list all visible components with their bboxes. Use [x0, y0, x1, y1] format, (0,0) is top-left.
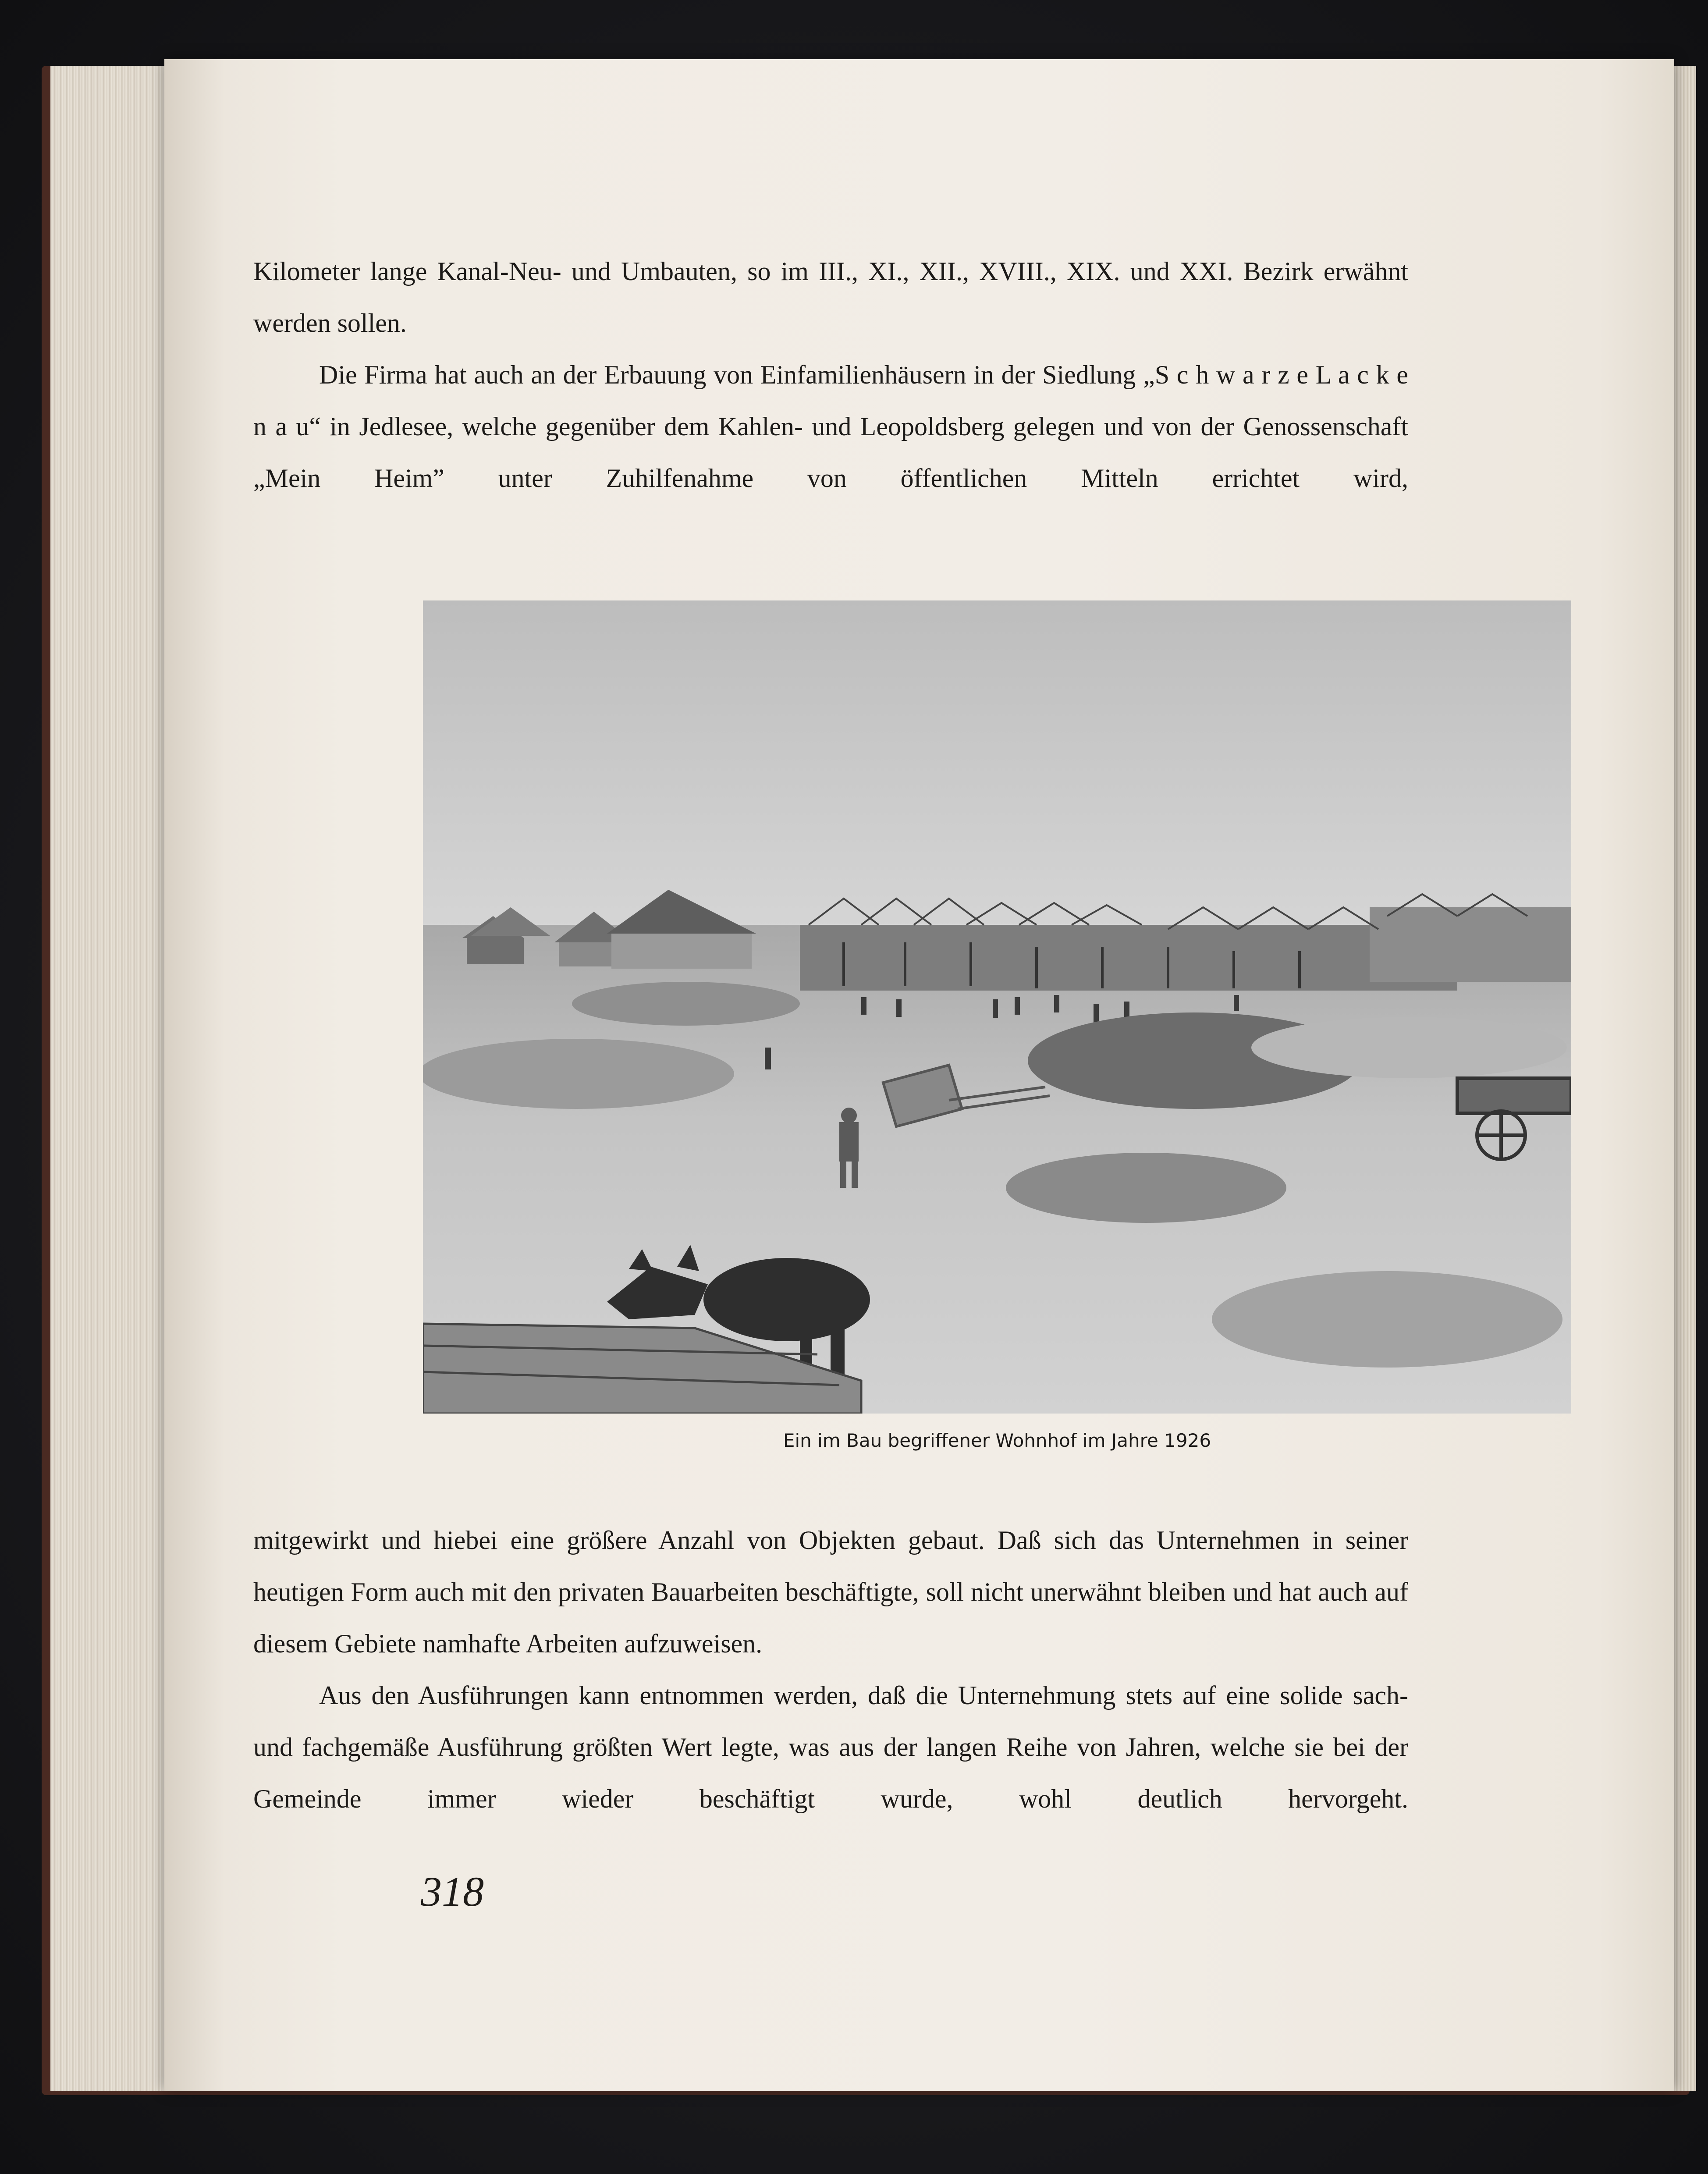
wet-patch	[1006, 1153, 1286, 1223]
puddle	[1212, 1271, 1562, 1368]
paragraph: Kilometer lange Kanal-Neu- und Umbauten, so im III., XI., XII., XVIII., XIX. und XXI. Bezirk erwähnt werden sollen.	[253, 257, 1408, 337]
sky	[423, 600, 1571, 942]
page-number: 318	[421, 1868, 484, 1915]
paragraph: Aus den Ausführungen kann entnommen werden, daß die Unternehmung stets auf eine solide sach- und fachgemäße Ausführung größten Wert legte, was aus der langen Reihe von Jahren, welche sie bei der Gemeinde immer wieder beschäftigt wurde, wohl deutlich hervorgeht.	[253, 1681, 1408, 1813]
page-edges-left	[50, 66, 166, 2091]
text-block-top	[253, 245, 1408, 504]
construction-photo	[423, 600, 1571, 1414]
paragraph: mitgewirkt und hiebei eine größere Anzahl von Objekten gebaut. Daß sich das Unternehmen in seiner heutigen Form auch mit den privaten Bauarbeiten beschäftigte, soll nicht unerwähnt bleiben und hat auch auf diesem Gebiete namhafte Arbeiten aufzuweisen.	[253, 1526, 1408, 1658]
photo-caption: Ein im Bau begriffener Wohnhof im Jahre 1926	[783, 1430, 1211, 1451]
text-block-bottom	[253, 1514, 1408, 1825]
paragraph: Die Firma hat auch an der Erbauung von Einfamilienhäusern in der Siedlung „S c h w a r z e L a c k e n a u“ in Jedlesee, welche gegenüber dem Kahlen- und Leopoldsberg gelegen und von der Genossenschaft „Mein Heim” unter Zuhilfenahme von öffentlichen Mitteln errichtet wird,	[253, 360, 1408, 493]
